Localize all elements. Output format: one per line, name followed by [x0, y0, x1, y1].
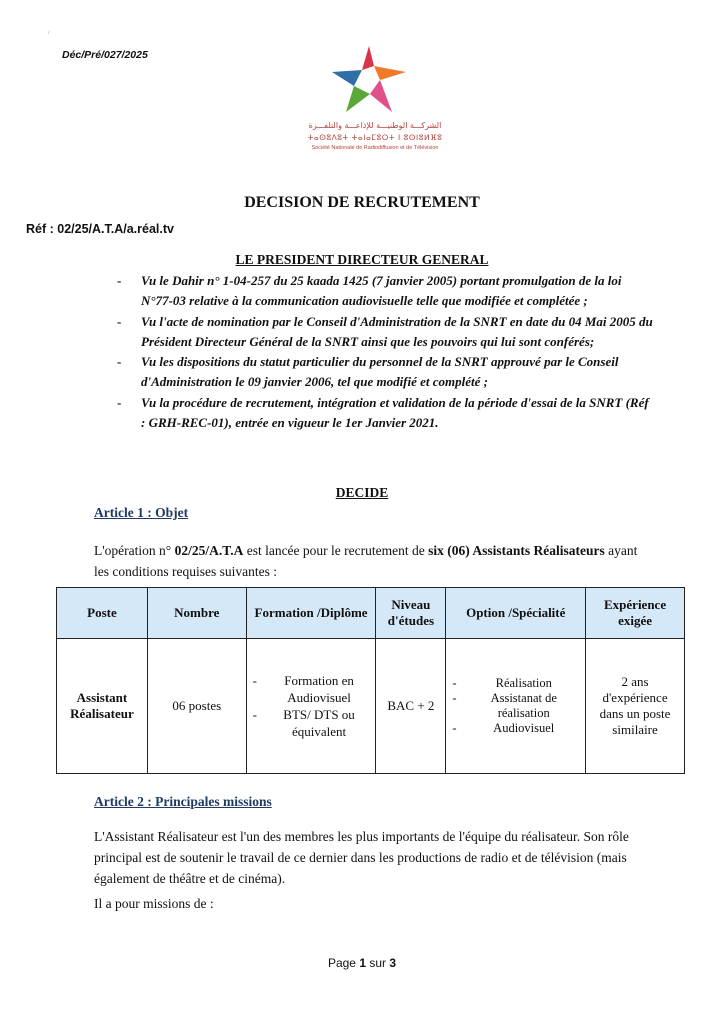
cell-niveau: BAC + 2 — [376, 639, 446, 774]
consideration-item: - Vu l'acte de nomination par le Conseil d'Administration de la SNRT en date du 04 Mai 2005 du Président Directeur Général de la SNRT ainsi que les pouvoirs qui lui sont conférés; — [117, 312, 653, 353]
option-item: - Réalisation — [450, 676, 581, 691]
logo-blue-segment — [332, 70, 362, 86]
logo-red-segment — [362, 46, 374, 70]
header-option: Option /Spécialité — [446, 588, 586, 639]
article-1-paragraph — [94, 540, 654, 582]
article-1-text-b: est lancée pour le recrutement de — [243, 543, 429, 558]
recruitment-table — [56, 587, 685, 774]
option-item: - Assistanat de réalisation — [450, 691, 581, 721]
article-2-title: Article 2 : Principales missions — [94, 794, 272, 809]
formation-item: - Formation en Audiovisuel — [251, 672, 372, 706]
operation-reference: 02/25/A.T.A — [174, 543, 244, 558]
cell-nombre: 06 postes — [147, 639, 246, 774]
article-1-text-a: L'opération n° — [94, 543, 175, 558]
option-item: - Audiovisuel — [450, 721, 581, 736]
logo-pink-segment — [370, 80, 392, 112]
cell-experience: 2 ans d'expérience dans un poste similaire — [586, 639, 685, 774]
logo-orange-segment — [374, 66, 406, 80]
logo-green-segment — [346, 86, 370, 112]
total-page-count: 3 — [389, 956, 397, 970]
org-name-arabic: الشركـــة الوطنيـــة للإذاعـــة والتلفـــزة — [308, 121, 442, 130]
decide-heading: DECIDE — [335, 485, 389, 500]
article-1-title: Article 1 : Objet — [94, 505, 189, 520]
consideration-item: - Vu le Dahir n° 1-04-257 du 25 kaada 1425 (7 janvier 2005) portant promulgation de la loi N°77-03 relative à la communication audiovisuelle telle que modifiée et complétée ; — [117, 271, 653, 312]
reference-line: Réf : 02/25/A.T.A/a.réal.tv — [26, 222, 174, 236]
header-poste: Poste — [57, 588, 148, 639]
document-reference: Déc/Pré/027/2025 — [62, 49, 148, 61]
cell-formation — [246, 639, 376, 774]
formation-item: - BTS/ DTS ou équivalent — [251, 706, 372, 740]
authority-heading: LE PRESIDENT DIRECTEUR GENERAL — [235, 252, 489, 267]
cell-poste: Assistant Réalisateur — [57, 639, 148, 774]
header-nombre: Nombre — [147, 588, 246, 639]
header-formation: Formation /Diplôme — [246, 588, 376, 639]
table-header-row — [57, 588, 685, 639]
table-row — [57, 639, 685, 774]
article-1-text-c: ayant les conditions requises suivantes : — [94, 543, 638, 579]
consideration-item: - Vu les dispositions du statut particulier du personnel de la SNRT approuvé par le Conseil d'Administration le 09 janvier 2006, tel que modifié et complété ; — [117, 352, 653, 393]
org-name-french: Société Nationale de Radiodiffusion et de Télévision — [311, 145, 439, 151]
cell-option — [446, 639, 586, 774]
considerations-list — [117, 271, 653, 433]
current-page-number: 1 — [359, 956, 366, 970]
snrt-star-logo — [330, 44, 408, 116]
footer-middle: sur — [366, 956, 390, 970]
consideration-item: - Vu la procédure de recrutement, intégration et validation de la période d'essai de la SNRT (Réf : GRH-REC-01), entrée en vigueur le 1er Janvier 2021. — [117, 393, 653, 434]
page-footer — [0, 956, 724, 970]
header-experience: Expérience exigée — [586, 588, 685, 639]
scan-mark: / — [48, 30, 50, 36]
article-2-paragraph: L'Assistant Réalisateur est l'un des membres les plus importants de l'équipe du réalisateur. Son rôle principal est de soutenir le travail de ce dernier dans les productions de radio et de télévision (mais également de théâtre et de cinéma). — [94, 829, 629, 886]
missions-intro: Il a pour missions de : — [94, 896, 214, 911]
page-title: DECISION DE RECRUTEMENT — [244, 194, 480, 211]
header-niveau: Niveau d'études — [376, 588, 446, 639]
footer-prefix: Page — [327, 956, 360, 970]
org-name-tifinagh: ⵜⴰⵙⵓⴷⵓⵜ ⵜⴰⵏⴰⵎⵓⵔⵜ ⵏ ⵓⵙⵏⵓⵍⴼⵓ — [307, 133, 443, 142]
recruitment-count: six (06) Assistants Réalisateurs — [428, 543, 605, 558]
